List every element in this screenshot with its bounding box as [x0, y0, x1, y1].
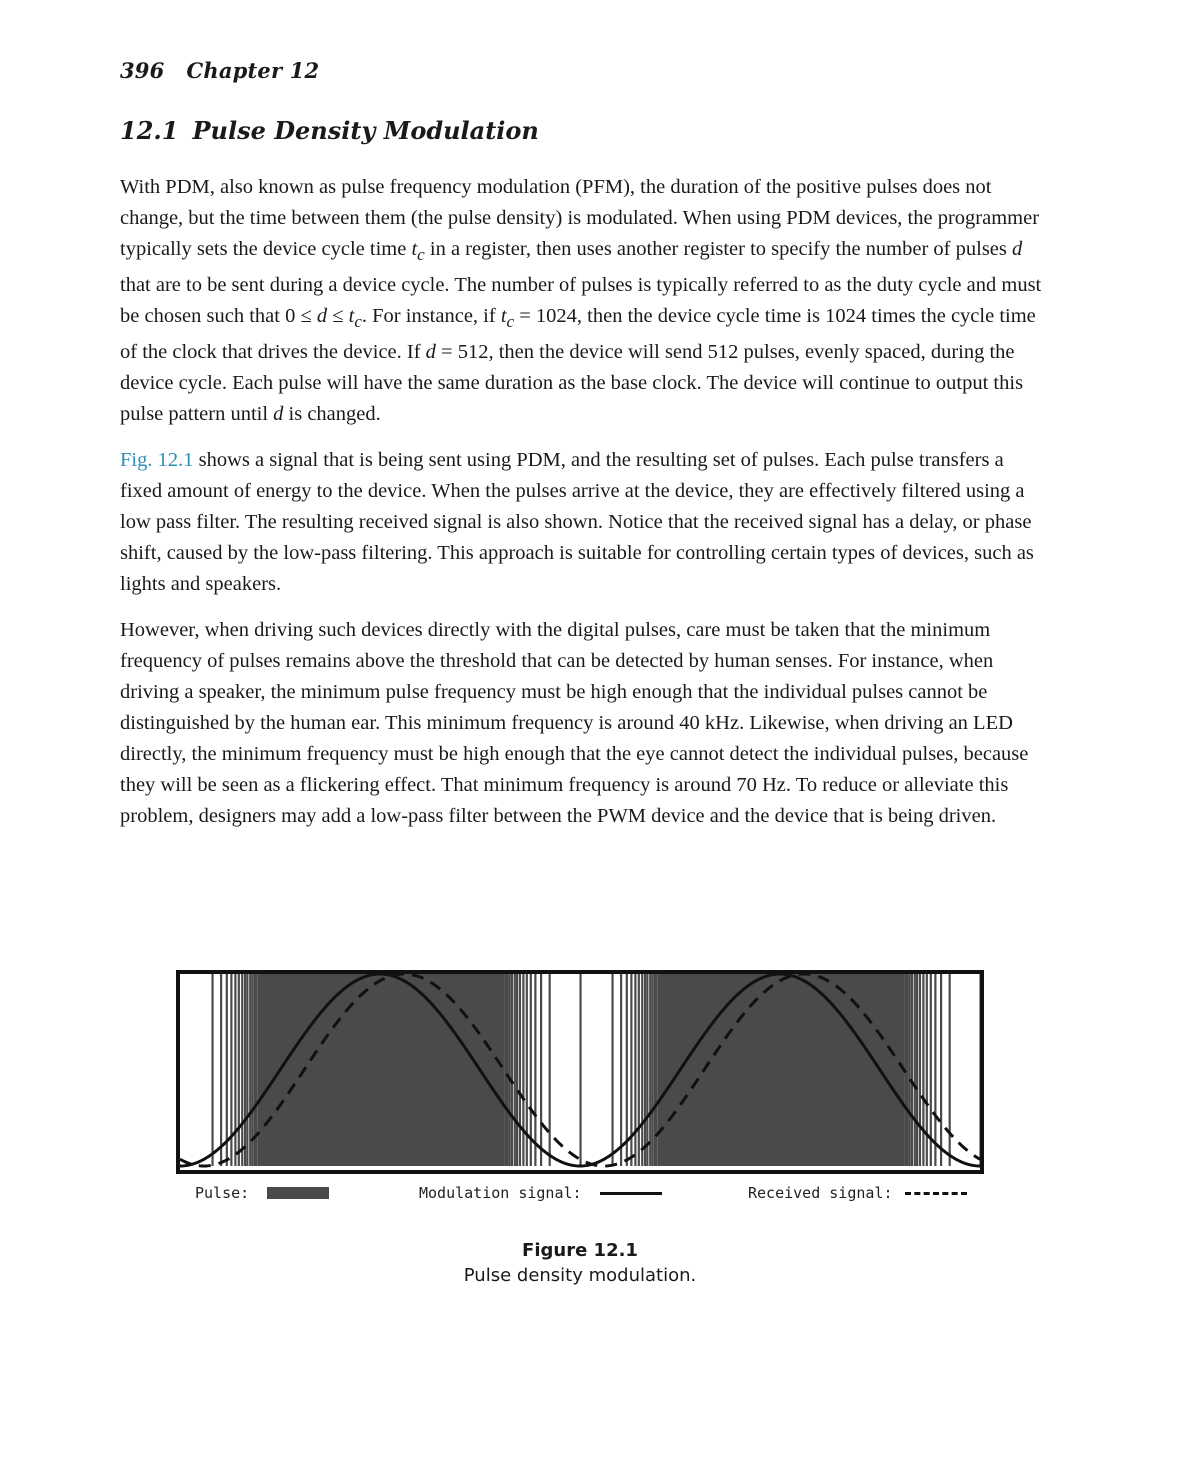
pulse-mark — [241, 974, 243, 1166]
pulse-mark — [220, 974, 222, 1166]
pulse-mark — [919, 974, 921, 1166]
pulse-mark — [244, 974, 246, 1166]
math-var: t — [348, 305, 355, 328]
legend-label-modulation: Modulation signal: — [419, 1184, 582, 1202]
text-run: . For instance, if — [361, 305, 501, 328]
legend-item-received — [748, 1184, 967, 1202]
paragraph-1 — [120, 172, 1050, 430]
figure-caption-text: Pulse density modulation. — [463, 1265, 697, 1286]
pulse-mark — [649, 974, 651, 1166]
figure-pdm-chart — [176, 970, 984, 1174]
pulse-mark — [641, 974, 643, 1166]
text-run: ≤ — [327, 305, 349, 328]
pulse-mark — [911, 974, 913, 1166]
math-var: d — [273, 403, 284, 426]
math-sub: c — [354, 312, 362, 332]
math-var: d — [316, 305, 328, 328]
pdm-chart-svg — [176, 970, 984, 1174]
pulse-mark — [651, 974, 653, 1166]
legend-swatch-received — [905, 1192, 967, 1195]
legend-label-pulse: Pulse: — [195, 1184, 250, 1202]
pulse-mark — [949, 974, 951, 1166]
pulse-mark — [634, 974, 636, 1166]
math-var: t — [411, 238, 418, 260]
pulse-mark — [226, 974, 228, 1166]
pulse-mark — [922, 974, 924, 1166]
pulse-mark — [522, 974, 524, 1166]
running-head — [120, 58, 319, 83]
text-run: that are to be sent during a device cycle. The number of pulses is typically referred to as the duty cycle and must be chosen such that 0 ≤ — [120, 274, 1042, 328]
math-var: d — [1012, 238, 1023, 260]
pulse-mark — [620, 974, 622, 1166]
body-text — [120, 172, 1050, 847]
math-sub: c — [417, 245, 425, 265]
text-run: is changed. — [283, 403, 381, 426]
pulse-mark — [509, 974, 511, 1166]
legend-swatch-modulation — [600, 1192, 662, 1195]
pulse-mark — [534, 974, 536, 1166]
pulse-mark — [249, 974, 251, 1166]
pulse-mark — [211, 974, 213, 1166]
legend-item-pulse — [195, 1184, 329, 1202]
pulse-mark — [579, 974, 581, 1166]
pulse-mark — [502, 974, 504, 1166]
text-run: shows a signal that is being sent using PDM, and the resulting set of pulses. Each pulse transfers a fixed amount of energy to the device. When the pulses arrive at the device, they are effectively filtered using a low pass filter. The resulting received signal is also shown. Notice that the received signal has a delay, or phase shift, caused by the low-pass filtering. This approach is suitable for controlling certain types of devices, such as lights and speakers. — [120, 449, 1034, 596]
figure-caption-label: Figure 12.1 — [522, 1240, 638, 1261]
pulse-mark — [638, 974, 640, 1166]
paragraph-2 — [120, 445, 1050, 600]
math-sub: c — [506, 312, 515, 332]
pulse-mark — [916, 974, 918, 1166]
paragraph-3: However, when driving such devices directly with the digital pulses, care must be taken that the minimum frequency of pulses remains above the threshold that can be detected by human senses. For instance, when driving a speaker, the minimum pulse frequency must be high enough that the individual pulses cannot be distinguished by the human ear. This minimum frequency is around 40 kHz. Likewise, when driving an LED directly, the minimum frequency must be high enough that the eye cannot detect the individual pulses, because they will be seen as a flickering effect. That minimum frequency is around 70 Hz. To reduce or alleviate this problem, designers may add a low-pass filter between the PWM device and the device that is being driven. — [120, 619, 1029, 828]
pulse-mark — [934, 974, 936, 1166]
chapter-label: Chapter 12 — [186, 58, 320, 83]
section-title-text: Pulse Density Modulation — [192, 116, 539, 145]
section-title — [120, 116, 539, 145]
legend-label-received: Received signal: — [748, 1184, 893, 1202]
figure-legend — [195, 1184, 975, 1208]
page-number: 396 — [120, 58, 165, 83]
section-number: 12.1 — [120, 116, 179, 145]
pulse-mark — [519, 974, 521, 1166]
legend-item-modulation — [419, 1184, 662, 1202]
pulse-mark — [646, 974, 648, 1166]
text-run: = 1024, then the device cycle time is 1024 times the cycle time of the clock that drives the device. If — [120, 305, 1036, 364]
pulse-mark — [914, 974, 916, 1166]
figure-caption — [0, 1240, 1160, 1286]
pulse-mark — [940, 974, 942, 1166]
pulse-mark — [238, 974, 240, 1166]
pulse-mark — [626, 974, 628, 1166]
pulse-mark — [514, 974, 516, 1166]
pulse-mark — [246, 974, 248, 1166]
pulse-mark — [611, 974, 613, 1166]
pulse-mark — [516, 974, 518, 1166]
text-run: With PDM, also known as pulse frequency modulation (PFM), the duration of the positive pulses does not change, but the time between them (the pulse density) is modulated. When using PDM devices, the programmer typically sets the device cycle time — [120, 176, 1040, 260]
text-run: = 512, then the device will send 512 pulses, evenly spaced, during the device cycle. Each pulse will have the same duration as the base clock. The device will continue to output this pulse pattern until — [120, 341, 1024, 426]
pulse-mark — [906, 974, 908, 1166]
pulse-mark — [644, 974, 646, 1166]
pulse-mark — [506, 974, 508, 1166]
pulse-mark — [511, 974, 513, 1166]
math-var: d — [425, 341, 436, 364]
pulse-mark — [549, 974, 551, 1166]
figure-reference-link[interactable]: Fig. 12.1 — [120, 449, 194, 472]
pulse-mark — [540, 974, 542, 1166]
text-run: in a register, then uses another register to specify the number of pulses — [424, 238, 1012, 260]
pulse-mark — [234, 974, 236, 1166]
pulse-mark — [909, 974, 911, 1166]
legend-swatch-pulse — [267, 1187, 329, 1199]
math-var: t — [500, 305, 507, 328]
